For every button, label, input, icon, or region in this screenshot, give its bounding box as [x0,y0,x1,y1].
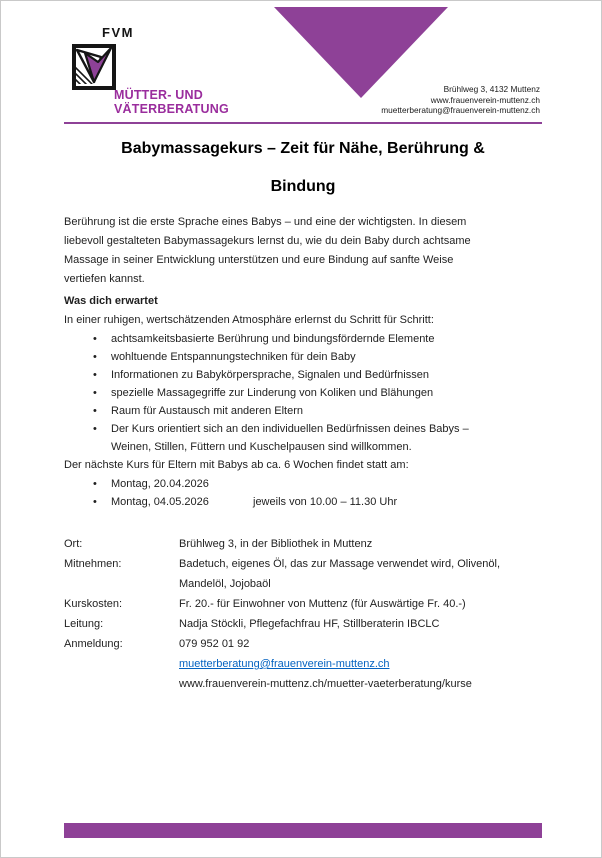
header-contact-block [381,84,540,116]
detail-row [64,674,542,694]
detail-row [64,634,542,654]
bullet-icon: • [93,369,97,381]
course-details [64,534,542,694]
header-divider [64,122,542,124]
detail-row [64,554,542,574]
list-item-text: Informationen zu Babykörpersprache, Signalen und Bedürfnissen [111,369,429,381]
detail-value: Nadja Stöckli, Pflegefachfrau HF, Stillberaterin IBCLC [179,618,440,630]
detail-label [64,674,179,694]
detail-value: Brühlweg 3, in der Bibliothek in Muttenz [179,538,373,550]
intro-line: liebevoll gestalteten Babymassagekurs lernst du, wie du dein Baby durch achtsame [64,235,471,247]
detail-value: 079 952 01 92 [179,638,250,650]
flyer-content [64,139,542,694]
list-item [64,384,542,402]
schedule-date: Montag, 20.04.2026 [111,478,209,490]
list-item [64,366,542,384]
list-item-text: Der Kurs orientiert sich an den individuellen Bedürfnissen deines Babys – [111,423,469,435]
detail-row [64,654,542,674]
bullet-icon: • [93,387,97,399]
bullet-icon: • [93,478,97,490]
detail-label: Leitung: [64,618,104,630]
expectations-lead: In einer ruhigen, wertschätzenden Atmosphäre erlernst du Schritt für Schritt: [64,314,434,326]
bullet-icon: • [93,351,97,363]
org-name [114,88,229,116]
fvm-wordmark: FVM [102,25,134,40]
section-heading-expectations: Was dich erwartet [64,295,158,307]
schedule-time-note: jeweils von 10.00 – 11.30 Uhr [253,496,398,508]
detail-value: Mandelöl, Jojobaöl [179,578,271,590]
org-name-line1: MÜTTER- UND [114,88,203,102]
page-title-line1: Babymassagekurs – Zeit für Nähe, Berührung & [121,140,485,157]
detail-value-website: www.frauenverein-muttenz.ch/muetter-vaeterberatung/kurse [179,678,472,690]
list-item-continuation: Weinen, Stillen, Füttern und Kuschelpausen sind willkommen. [111,441,412,453]
intro-line: Massage in seiner Entwicklung unterstützen und eure Bindung auf sanfte Weise [64,254,454,266]
header-address: Brühlweg 3, 4132 Muttenz [443,84,540,94]
email-link[interactable]: muetterberatung@frauenverein-muttenz.ch [179,658,390,670]
list-item-text: wohltuende Entspannungstechniken für dein Baby [111,351,356,363]
footer-bar-decoration [64,823,542,838]
detail-row [64,534,542,554]
detail-label [64,654,179,674]
detail-value: Badetuch, eigenes Öl, das zur Massage verwendet wird, Olivenöl, [179,558,500,570]
detail-row [64,594,542,614]
schedule-date-item [64,475,542,493]
bullet-icon: • [93,405,97,417]
list-item [64,420,542,438]
header-email: muetterberatung@frauenverein-muttenz.ch [381,105,540,115]
detail-label [64,574,179,594]
list-item [64,330,542,348]
fvm-logo-icon [71,43,117,91]
detail-label: Mitnehmen: [64,558,122,570]
header-website: www.frauenverein-muttenz.ch [430,94,540,105]
intro-line: vertiefen kannst. [64,273,145,285]
intro-line: Berührung ist die erste Sprache eines Babys – und eine der wichtigsten. In diesem [64,216,467,228]
list-item-text: spezielle Massagegriffe zur Linderung von Koliken und Blähungen [111,387,434,399]
bullet-icon: • [93,333,97,345]
detail-row [64,574,542,594]
detail-label: Anmeldung: [64,638,123,650]
expectations-list [64,330,542,456]
detail-value: Fr. 20.- für Einwohner von Muttenz (für Auswärtige Fr. 40.-) [179,598,466,610]
detail-label: Kurskosten: [64,598,123,610]
schedule-lead: Der nächste Kurs für Eltern mit Babys ab ca. 6 Wochen findet statt am: [64,459,409,471]
list-item-text: achtsamkeitsbasierte Berührung und bindungsfördernde Elemente [111,333,435,345]
detail-row [64,614,542,634]
org-name-line2: VÄTERBERATUNG [114,102,229,116]
detail-label: Ort: [64,538,83,550]
bullet-icon: • [93,496,97,508]
list-item [64,402,542,420]
bullet-icon: • [93,423,97,435]
intro-paragraph [64,213,542,289]
list-item [64,348,542,366]
schedule-date-item [64,493,542,511]
schedule-date: Montag, 04.05.2026 [111,496,209,508]
page-title-line2: Bindung [270,178,336,195]
list-item-text: Raum für Austausch mit anderen Eltern [111,405,303,417]
